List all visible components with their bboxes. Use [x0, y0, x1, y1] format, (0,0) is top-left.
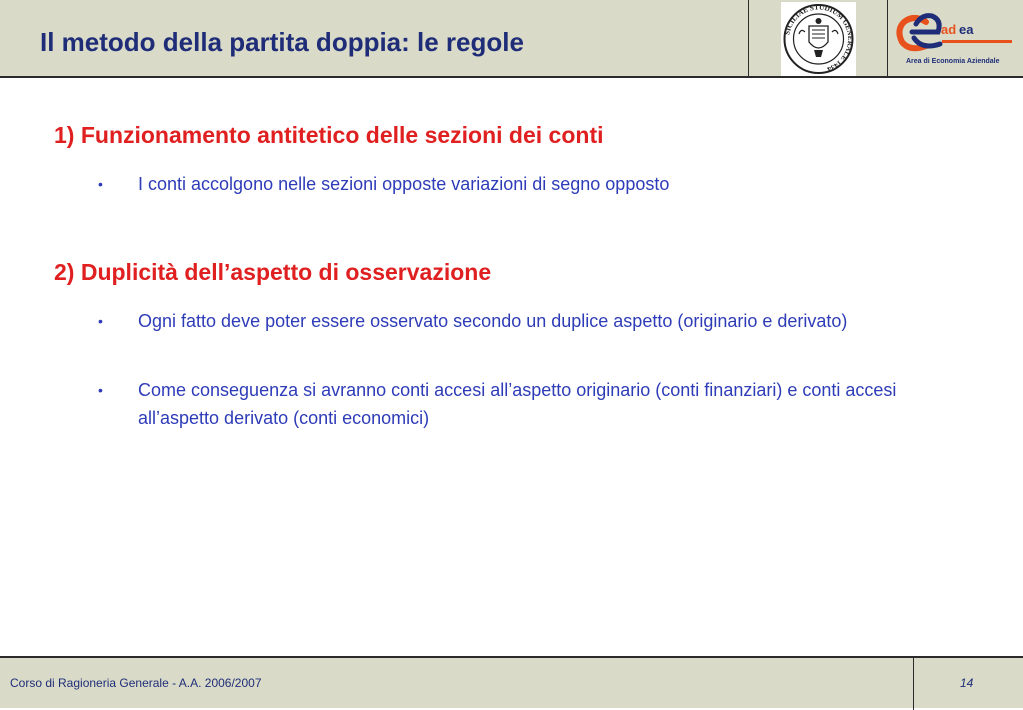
adea-logo-subtitle: Area di Economia Aziendale [906, 58, 1000, 65]
slide-title: Il metodo della partita doppia: le regole [40, 27, 524, 57]
seal-icon [781, 2, 856, 76]
bullet-text: I conti accolgono nelle sezioni opposte variazioni di segno opposto [138, 174, 670, 194]
bullet-text: Come conseguenza si avranno conti accesi all’aspetto originario (conti finanziari) e conti accesi all’aspetto derivato (conti economici) [138, 380, 897, 428]
header-divider [748, 0, 749, 78]
section-2-bullet-1 [98, 307, 958, 335]
section-1-bullet-1 [98, 170, 958, 198]
adea-logo [892, 8, 1017, 72]
bullet-icon: • [98, 313, 103, 329]
adea-logo-ea: ea [959, 22, 974, 37]
header-divider-2 [887, 0, 888, 78]
seal-text: SICILIAE STUDIUM GENERALE 1434 [783, 3, 855, 73]
slide-footer [0, 656, 1023, 708]
slide-header [0, 0, 1023, 78]
bullet-text: Ogni fatto deve poter essere osservato secondo un duplice aspetto (originario e derivato) [138, 311, 848, 331]
page-number: 14 [960, 676, 974, 690]
adea-logo-underline [942, 40, 1012, 44]
university-seal-logo [781, 2, 856, 76]
footer-divider [913, 658, 914, 710]
section-2-heading: 2) Duplicità dell’aspetto di osservazione [54, 259, 492, 285]
bullet-icon: • [98, 176, 103, 192]
adea-logo-ad: ad [941, 22, 957, 37]
footer-course-label: Corso di Ragioneria Generale - A.A. 2006/2007 [10, 676, 262, 690]
section-2-bullet-2 [98, 376, 958, 432]
bullet-icon: • [98, 382, 103, 398]
section-1-heading: 1) Funzionamento antitetico delle sezioni dei conti [54, 122, 604, 148]
